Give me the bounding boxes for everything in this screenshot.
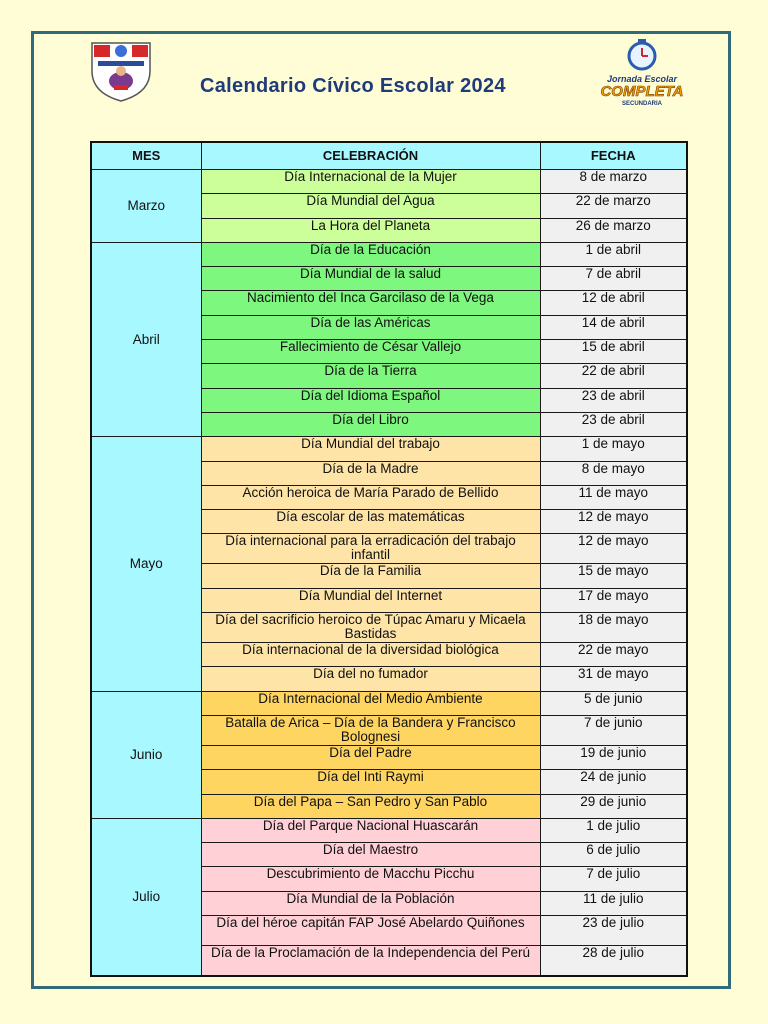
celebration-cell: Día Mundial del trabajo: [201, 437, 540, 461]
logo-line1: Jornada Escolar: [606, 74, 678, 84]
celebration-cell: Día de la Educación: [201, 242, 540, 266]
date-cell: 22 de abril: [540, 364, 687, 388]
table-row: [91, 691, 687, 715]
celebration-cell: Día de las Américas: [201, 315, 540, 339]
celebration-cell: Día de la Madre: [201, 461, 540, 485]
date-cell: 7 de abril: [540, 267, 687, 291]
celebration-cell: Día Internacional del Medio Ambiente: [201, 691, 540, 715]
celebration-cell: Día del Padre: [201, 745, 540, 769]
date-cell: 19 de junio: [540, 745, 687, 769]
table-row: [91, 170, 687, 194]
date-cell: 23 de abril: [540, 388, 687, 412]
month-cell-julio: Julio: [91, 818, 201, 975]
celebration-cell: Descubrimiento de Macchu Picchu: [201, 867, 540, 891]
celebration-cell: Día internacional de la diversidad biológica: [201, 643, 540, 667]
date-cell: 15 de abril: [540, 340, 687, 364]
celebration-cell: Acción heroica de María Parado de Bellido: [201, 485, 540, 509]
table-row: [91, 242, 687, 266]
date-cell: 15 de mayo: [540, 564, 687, 588]
date-cell: 22 de mayo: [540, 643, 687, 667]
celebration-cell: Día Mundial del Agua: [201, 194, 540, 218]
celebration-cell: Día Mundial del Internet: [201, 588, 540, 612]
date-cell: 24 de junio: [540, 770, 687, 794]
celebration-cell: Día de la Tierra: [201, 364, 540, 388]
date-cell: 6 de julio: [540, 843, 687, 867]
date-cell: 1 de abril: [540, 242, 687, 266]
date-cell: 28 de julio: [540, 946, 687, 976]
celebration-cell: Día del Papa – San Pedro y San Pablo: [201, 794, 540, 818]
date-cell: 8 de mayo: [540, 461, 687, 485]
date-cell: 1 de mayo: [540, 437, 687, 461]
month-cell-junio: Junio: [91, 691, 201, 818]
logo-line3: SECUNDARIA: [621, 101, 663, 107]
month-cell-mayo: Mayo: [91, 437, 201, 691]
celebration-cell: Día del Maestro: [201, 843, 540, 867]
month-cell-abril: Abril: [91, 242, 201, 436]
date-cell: 8 de marzo: [540, 170, 687, 194]
date-cell: 7 de junio: [540, 715, 687, 745]
celebration-cell: Día del sacrificio heroico de Túpac Amaru y Micaela Bastidas: [201, 613, 540, 643]
date-cell: 23 de abril: [540, 412, 687, 436]
celebration-cell: La Hora del Planeta: [201, 218, 540, 242]
celebration-cell: Día de la Familia: [201, 564, 540, 588]
celebration-cell: Día de la Proclamación de la Independencia del Perú: [201, 946, 540, 976]
date-cell: 12 de mayo: [540, 534, 687, 564]
celebration-cell: Fallecimiento de César Vallejo: [201, 340, 540, 364]
date-cell: 12 de mayo: [540, 510, 687, 534]
date-cell: 11 de mayo: [540, 485, 687, 509]
calendar-table: [90, 141, 688, 977]
table-row: [91, 818, 687, 842]
column-header-celebracion: CELEBRACIÓN: [201, 142, 540, 170]
date-cell: 14 de abril: [540, 315, 687, 339]
date-cell: 12 de abril: [540, 291, 687, 315]
column-header-mes: MES: [91, 142, 201, 170]
date-cell: 5 de junio: [540, 691, 687, 715]
celebration-cell: Día internacional para la erradicación del trabajo infantil: [201, 534, 540, 564]
table-header-row: [91, 142, 687, 170]
date-cell: 29 de junio: [540, 794, 687, 818]
celebration-cell: Día del héroe capitán FAP José Abelardo Quiñones: [201, 916, 540, 946]
date-cell: 11 de julio: [540, 891, 687, 915]
celebration-cell: Día del Libro: [201, 412, 540, 436]
date-cell: 7 de julio: [540, 867, 687, 891]
celebration-cell: Día escolar de las matemáticas: [201, 510, 540, 534]
celebration-cell: Día del no fumador: [201, 667, 540, 691]
date-cell: 31 de mayo: [540, 667, 687, 691]
date-cell: 23 de julio: [540, 916, 687, 946]
logo-line2: COMPLETA: [600, 83, 684, 100]
celebration-cell: Día del Parque Nacional Huascarán: [201, 818, 540, 842]
celebration-cell: Día del Inti Raymi: [201, 770, 540, 794]
celebration-cell: Día Mundial de la Población: [201, 891, 540, 915]
celebration-cell: Nacimiento del Inca Garcilaso de la Vega: [201, 291, 540, 315]
date-cell: 26 de marzo: [540, 218, 687, 242]
date-cell: 22 de marzo: [540, 194, 687, 218]
celebration-cell: Día Mundial de la salud: [201, 267, 540, 291]
celebration-cell: Día del Idioma Español: [201, 388, 540, 412]
celebration-cell: Día Internacional de la Mujer: [201, 170, 540, 194]
celebration-cell: Batalla de Arica – Día de la Bandera y Francisco Bolognesi: [201, 715, 540, 745]
school-crest-logo: [90, 41, 152, 103]
month-cell-marzo: Marzo: [91, 170, 201, 243]
column-header-fecha: FECHA: [540, 142, 687, 170]
date-cell: 1 de julio: [540, 818, 687, 842]
table-row: [91, 437, 687, 461]
jornada-escolar-completa-logo: [594, 38, 690, 108]
page-title: Calendario Cívico Escolar 2024: [200, 75, 506, 97]
date-cell: 18 de mayo: [540, 613, 687, 643]
date-cell: 17 de mayo: [540, 588, 687, 612]
